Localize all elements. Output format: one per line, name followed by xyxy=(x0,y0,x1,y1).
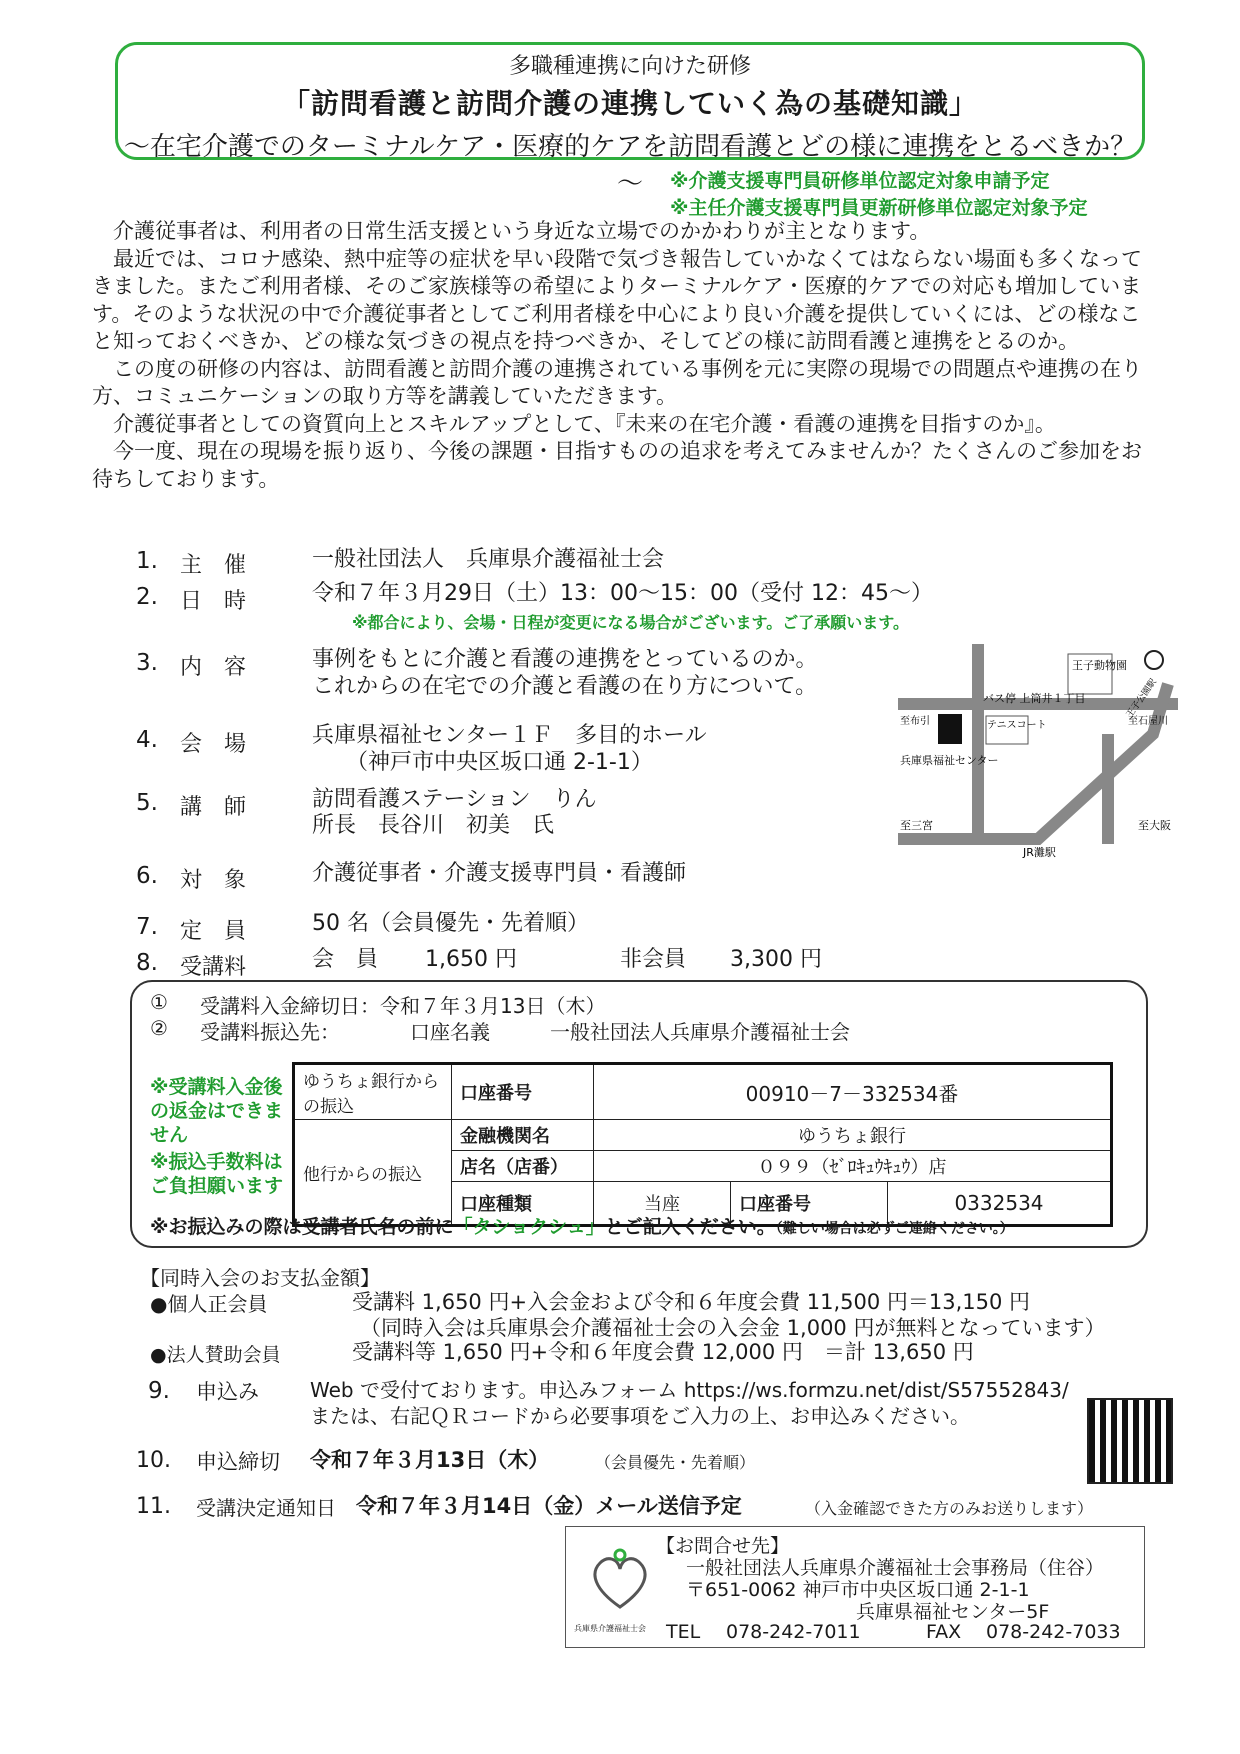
organizer-label: 主催 xyxy=(180,553,269,578)
payment-line-num: ② xyxy=(150,1016,168,1040)
individual-label: ●個人正会員 xyxy=(150,1292,268,1316)
deadline-label: 申込締切 xyxy=(196,1450,280,1474)
venue-value-2: （神戸市中央区坂口通 2-1-1） xyxy=(346,750,653,775)
yucho-from: ゆうちょ銀行からの振込 xyxy=(294,1064,452,1120)
refund-note: ※受講料入金後の返金はできません xyxy=(150,1076,284,1146)
contact-address: 〒651-0062 神戸市中央区坂口通 2-1-1 xyxy=(686,1579,1030,1601)
capacity-label: 定員 xyxy=(180,919,269,944)
branch: ０９９（ｾﾞﾛｷｭｳｷｭｳ）店 xyxy=(594,1151,1112,1182)
center-building-icon xyxy=(938,714,962,744)
notify-value: 令和７年３月14日（金）メール送信予定 xyxy=(356,1494,742,1518)
subtitle: 多職種連携に向けた研修 xyxy=(508,54,751,79)
account-holder-label: 口座名義 xyxy=(410,1020,490,1044)
item-number: 1. xyxy=(136,548,158,574)
map-label: テニスコート xyxy=(987,720,1047,731)
apply-line-2: または、右記ＱＲコードから必要事項をご入力の上、お申込みください。 xyxy=(310,1404,970,1428)
intro-paragraph: 介護従事者としての資質向上とスキルアップとして、『未来の在宅介護・看護の連携を目指すのか』。 xyxy=(113,411,1056,436)
apply-label: 申込み xyxy=(196,1380,259,1404)
map-label: 王子動物園 xyxy=(1072,659,1127,672)
nonmember-fee: 3,300 円 xyxy=(730,947,822,972)
apply-line-1[interactable]: Web で受付ております。申込みフォーム https://ws.formzu.net/dist/S57552843/ xyxy=(310,1378,1069,1402)
notify-note: （入金確認できた方のみお送りします） xyxy=(805,1499,1094,1518)
individual-value: 受講料 1,650 円+入会金および令和６年度会費 11,500 円＝13,150 円 xyxy=(352,1290,1031,1314)
payment-deadline: 受講料入金締切日：令和７年３月13日（木） xyxy=(200,994,606,1018)
item-number: 8. xyxy=(136,950,158,976)
deadline-value: 令和７年３月13日（木） xyxy=(310,1448,550,1472)
account-holder: 一般社団法人兵庫県介護福祉士会 xyxy=(550,1020,850,1044)
intro-paragraph: 介護従事者は、利用者の日常生活支援という身近な立場でのかかわりが主となります。 xyxy=(113,219,931,243)
logo-caption: 兵庫県介護福祉士会 xyxy=(574,1624,646,1633)
map-label: 王子公園駅 xyxy=(1124,677,1159,720)
footnote-pre: ※お振込みの際は受講者氏名の前に xyxy=(150,1216,454,1238)
deadline-note: （会員優先・先着順） xyxy=(595,1453,756,1472)
map-label: 至三宮 xyxy=(900,819,933,832)
intro-text xyxy=(92,218,1152,493)
capacity-value: 50 名（会員優先・先着順） xyxy=(312,911,589,936)
map-label: 至布引 xyxy=(900,716,930,727)
map-label: 至大阪 xyxy=(1138,819,1171,832)
transfer-footnote xyxy=(150,1212,1014,1239)
item-number: 3. xyxy=(136,650,158,676)
target-label: 対象 xyxy=(180,868,269,893)
fee-note: ※振込手数料はご負担願います xyxy=(150,1151,284,1197)
corporate-value: 受講料等 1,650 円+令和６年度会費 12,000 円 ＝計 13,650 円 xyxy=(352,1340,974,1364)
item-number: 9. xyxy=(148,1378,170,1404)
cert-note-2: ※主任介護支援専門員更新研修単位認定対象予定 xyxy=(670,197,1088,219)
venue-value-1: 兵庫県福祉センター１Ｆ 多目的ホール xyxy=(312,723,707,748)
corporate-label: ●法人賛助会員 xyxy=(150,1344,281,1366)
intro-paragraph: この度の研修の内容は、訪問看護と訪問介護の連携されている事例を元に実際の現場での問題点や連携の在り方、コミュニケーションの取り方等を講義していただきます。 xyxy=(92,356,1142,408)
type-label: 口座種類 xyxy=(452,1182,594,1226)
individual-note: （同時入会は兵庫県会介護福祉士会の入会金 1,000 円が無料となっています） xyxy=(360,1316,1106,1340)
fee-label: 受講料 xyxy=(180,955,247,980)
footnote-small: （難しい場合は必ずご連絡ください。） xyxy=(775,1221,1014,1237)
member-fee: 1,650 円 xyxy=(425,947,517,972)
contact-title: 【お問合せ先】 xyxy=(656,1535,790,1557)
datetime-label: 日時 xyxy=(180,589,269,614)
item-number: 4. xyxy=(136,727,158,753)
contact-building: 兵庫県福祉センター5F xyxy=(856,1601,1050,1623)
lecturer-value-1: 訪問看護ステーション りん xyxy=(312,787,597,812)
footnote-post: とご記入ください。 xyxy=(604,1216,776,1238)
acct-label: 口座番号 xyxy=(731,1182,888,1226)
map-label: 至石屋川 xyxy=(1128,716,1168,727)
contact-box xyxy=(565,1526,1145,1648)
fax-number: 078-242-7033 xyxy=(986,1621,1121,1643)
member-label: 会 員 xyxy=(312,947,379,972)
intro-paragraph: 最近では、コロナ感染、熱中症等の症状を早い段階で気づき報告していかなくてはならない場面も多くなってきました。またご利用者様、そのご家族様等の希望によりターミナルケア・医療的ケアでの対応も増加しています。そのような状況の中で介護従事者としてご利用者様を中心により良い介護を提供していくには、どの様なこと知っておくべきか、どの様な気づきの視点を持つべきか、そしてどの様に訪問看護と連携をとるのか。 xyxy=(92,246,1142,353)
bank-name-label: 金融機関名 xyxy=(452,1120,594,1151)
north-icon xyxy=(1145,651,1163,669)
notify-label: 受講決定通知日 xyxy=(196,1496,336,1520)
simultaneous-title: 【同時入会のお支払金額】 xyxy=(140,1266,380,1290)
heart-logo-icon xyxy=(584,1545,656,1615)
item-number: 6. xyxy=(136,863,158,889)
item-number: 5. xyxy=(136,790,158,816)
nonmember-label: 非会員 xyxy=(620,947,687,972)
main-title: 「訪問看護と訪問介護の連携していく為の基礎知識」 xyxy=(281,87,978,120)
payment-destination-label: 受講料振込先： xyxy=(200,1020,340,1044)
contact-org: 一般社団法人兵庫県介護福祉士会事務局（住谷） xyxy=(686,1557,1105,1579)
map-label: 兵庫県福祉センター xyxy=(900,754,999,767)
tel-number[interactable]: 078-242-7011 xyxy=(726,1621,861,1643)
sub-heading: ～在宅介護でのターミナルケア・医療的ケアを訪問看護とどの様に連携をとるべきか？～ xyxy=(123,132,1137,199)
payment-line-num: ① xyxy=(150,990,168,1014)
branch-label: 店名（店番） xyxy=(452,1151,594,1182)
item-number: 11. xyxy=(136,1494,171,1519)
organizer-value: 一般社団法人 兵庫県介護福祉士会 xyxy=(312,547,665,572)
qr-code-icon[interactable] xyxy=(1087,1398,1173,1484)
type: 当座 xyxy=(594,1182,731,1226)
cert-note-1: ※介護支援専門員研修単位認定対象申請予定 xyxy=(670,170,1050,192)
datetime-value: 令和７年３月29日（土）13：00～15：00（受付 12：45～） xyxy=(312,581,933,606)
bank-table xyxy=(292,1062,1113,1227)
content-label: 内容 xyxy=(180,655,269,680)
item-number: 2. xyxy=(136,584,158,610)
item-number: 10. xyxy=(136,1448,171,1473)
content-value-2: これからの在宅での介護と看護の在り方について。 xyxy=(312,674,818,699)
fax-label: FAX xyxy=(926,1621,962,1643)
bank-name: ゆうちょ銀行 xyxy=(594,1120,1112,1151)
acct: 0332534 xyxy=(888,1182,1112,1226)
venue-map xyxy=(898,644,1178,859)
map-label: バス停 上筒井１丁目 xyxy=(983,692,1086,705)
tel-label: TEL xyxy=(666,1621,701,1643)
map-label: JR灘駅 xyxy=(1023,846,1056,859)
datetime-note: ※都合により、会場・日程が変更になる場合がございます。ご了承願います。 xyxy=(352,613,909,632)
yucho-acct-label: 口座番号 xyxy=(452,1064,594,1120)
intro-paragraph: 今一度、現在の現場を振り返り、今後の課題・目指すものの追求を考えてみませんか？たくさんのご参加をお待ちしております。 xyxy=(92,439,1142,491)
target-value: 介護従事者・介護支援専門員・看護師 xyxy=(312,861,687,886)
lecturer-value-2: 所長 長谷川 初美 氏 xyxy=(312,813,555,838)
item-number: 7. xyxy=(136,914,158,940)
content-value-1: 事例をもとに介護と看護の連携をとっているのか。 xyxy=(312,647,818,672)
other-from: 他行からの振込 xyxy=(294,1120,452,1226)
lecturer-label: 講師 xyxy=(180,795,269,820)
venue-label: 会場 xyxy=(180,732,269,757)
yucho-acct: 00910－7－332534番 xyxy=(594,1064,1112,1120)
footnote-code: 「タショクシュ」 xyxy=(453,1216,605,1238)
